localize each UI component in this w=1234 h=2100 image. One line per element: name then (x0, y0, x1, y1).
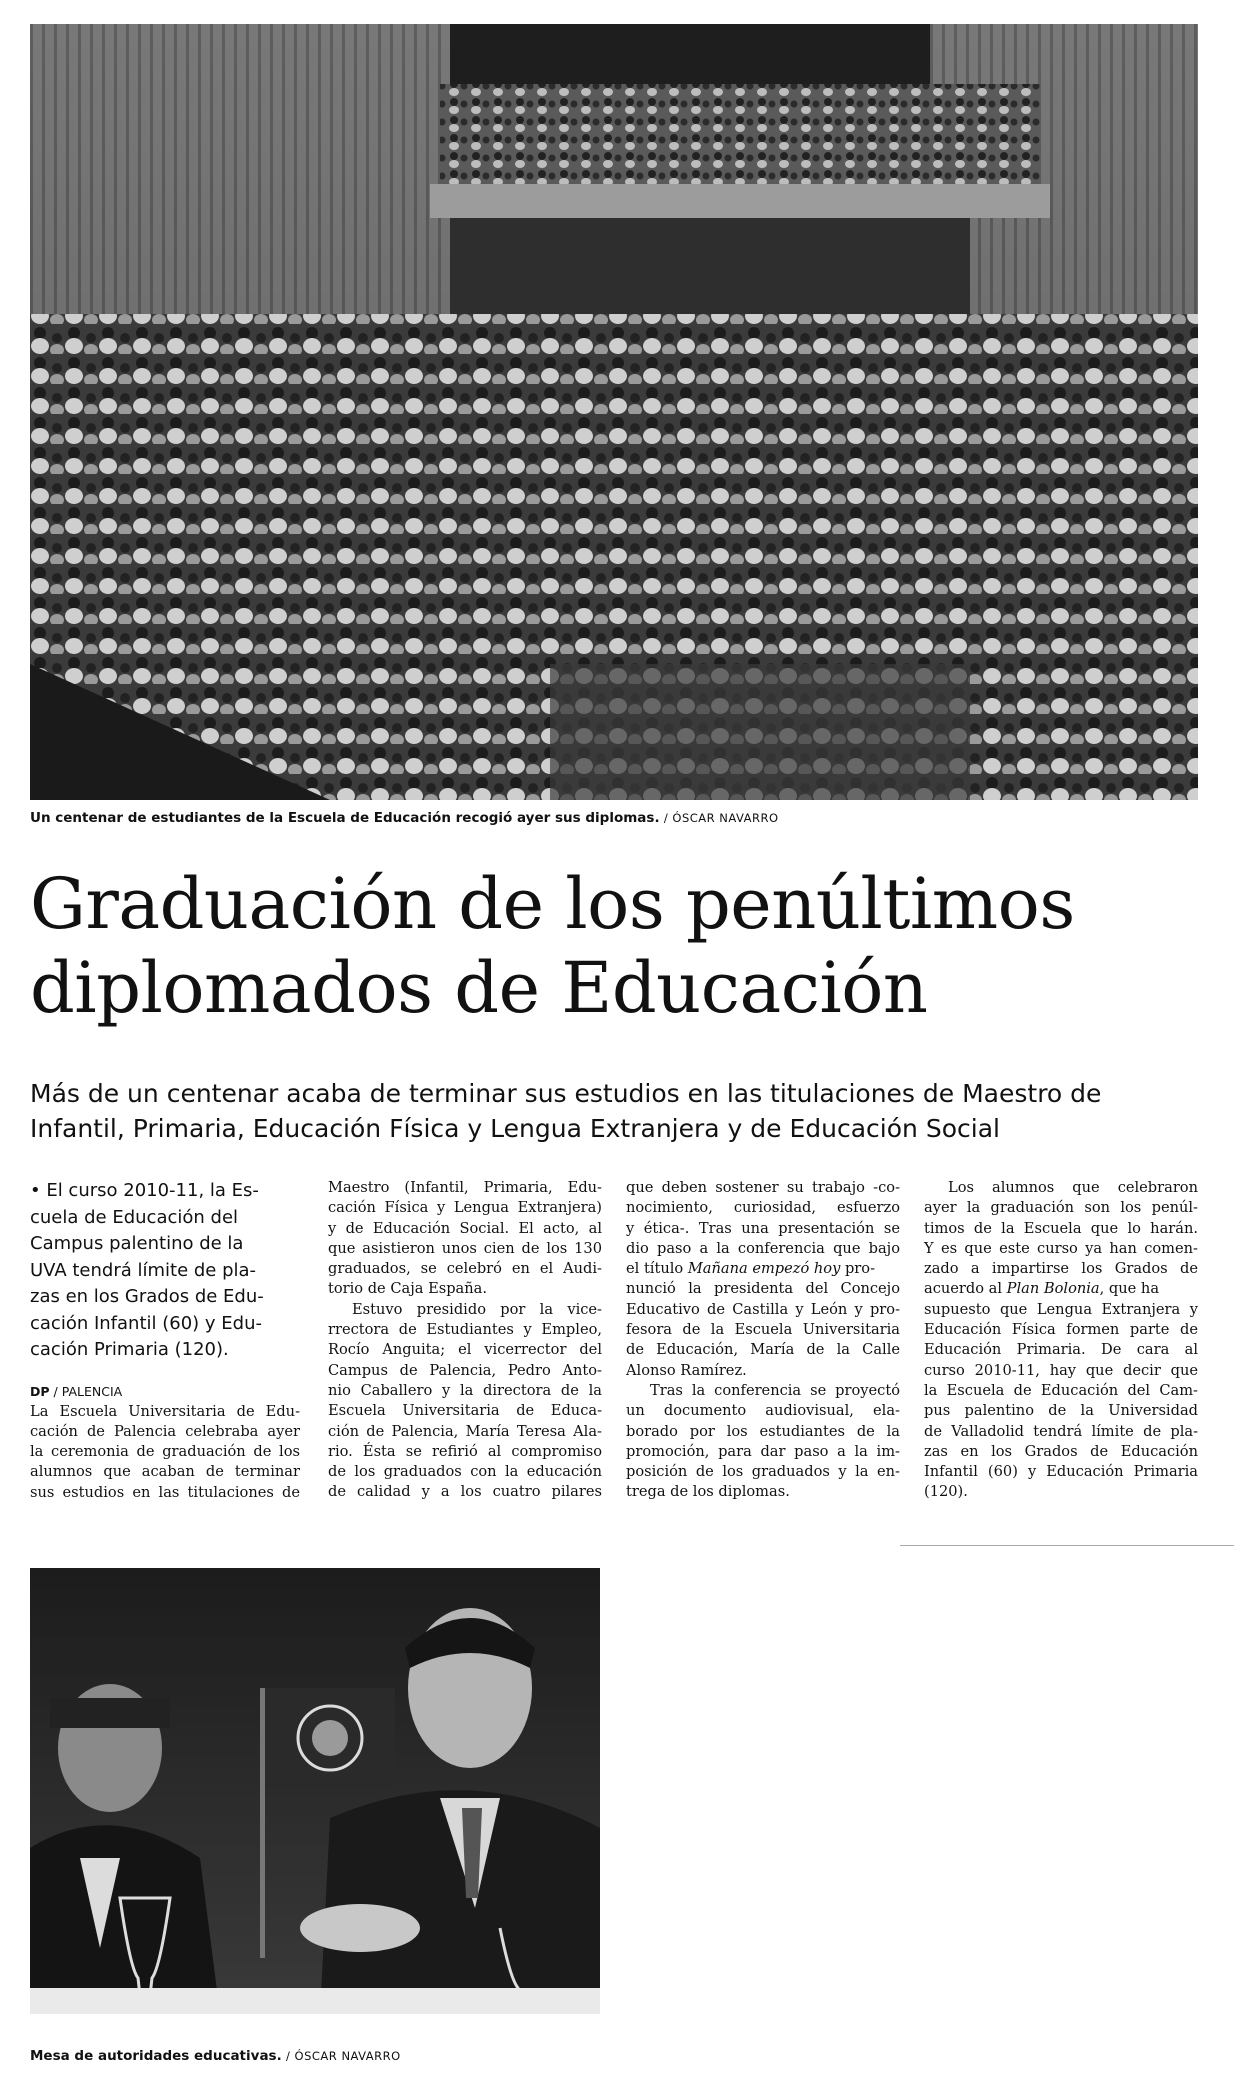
top-photo-caption (30, 810, 779, 826)
text-line: la ceremonia de graduación de los (30, 1443, 300, 1461)
text-line: Rocío Anguita; el vicerrector del (328, 1341, 602, 1359)
text-line: posición de los graduados y la en- (626, 1463, 900, 1481)
text-line: y ética-. Tras una presentación se (626, 1219, 900, 1237)
text-line: zado a impartirse los Grados de (924, 1260, 1198, 1278)
lead-summary (30, 1178, 300, 1364)
bottom-photo-credit: / ÓSCAR NAVARRO (286, 2049, 401, 2063)
headline-line-2: diplomados de Educación (30, 947, 928, 1029)
text-line: borado por los estudiantes de la (626, 1422, 900, 1440)
top-photo-caption-text: Un centenar de estudiantes de la Escuela de Educación recogió ayer sus diplomas. (30, 810, 660, 826)
text-fragment: , que ha (1099, 1280, 1160, 1298)
text-line: de Educación, María de la Calle (626, 1341, 900, 1359)
text-line: dio paso a la conferencia que bajo (626, 1239, 900, 1257)
lead-line: • El curso 2010-11, la Es- (30, 1180, 259, 1201)
bottom-photo-caption (30, 2048, 401, 2064)
text-line: promoción, para dar paso a la im- (626, 1442, 900, 1460)
text-line: supuesto que Lengua Extranjera y (924, 1300, 1198, 1318)
text-line: La Escuela Universitaria de Edu- (30, 1402, 300, 1420)
text-line: torio de Caja España. (328, 1280, 487, 1298)
text-line: un documento audiovisual, ela- (626, 1402, 900, 1420)
auditorium-crowd-image (30, 24, 1198, 800)
text-fragment: el título (626, 1260, 688, 1278)
text-line: Tras la conferencia se proyectó (650, 1381, 900, 1399)
graduation-ceremony-photo (30, 24, 1198, 800)
text-line: nocimiento, curiosidad, esfuerzo (626, 1199, 900, 1217)
body-text (30, 1402, 300, 1503)
text-line: ción de Palencia, María Teresa Ala- (328, 1422, 602, 1440)
subhead-line-2: Infantil, Primaria, Educación Física y Lengua Extranjera y de Educación Social (30, 1114, 1000, 1143)
text-line: Alonso Ramírez. (626, 1361, 747, 1379)
text-line: Educación Primaria. De cara al (924, 1341, 1198, 1359)
text-line: nunció la presidenta del Concejo (626, 1280, 900, 1298)
article-column-4 (924, 1178, 1198, 1503)
text-line: Escuela Universitaria de Educa- (328, 1402, 602, 1420)
text-line: Educación Física formen parte de (924, 1321, 1198, 1339)
lead-line: Campus palentino de la (30, 1233, 244, 1254)
authorities-image (30, 1568, 600, 2014)
text-line: Los alumnos que celebraron (948, 1179, 1198, 1196)
text-line: pus palentino de la Universidad (924, 1402, 1198, 1420)
text-line: Y es que este curso ya han comen- (924, 1239, 1198, 1257)
article-headline (30, 862, 1220, 1030)
article-column-1 (30, 1178, 300, 1503)
column-end-rule (900, 1545, 1234, 1546)
dateline-source: DP (30, 1383, 50, 1399)
text-fragment: pro- (840, 1260, 876, 1278)
dateline-place: / PALENCIA (53, 1383, 123, 1399)
text-line: Campus de Palencia, Pedro Anto- (328, 1361, 602, 1379)
text-line: Educativo de Castilla y León y pro- (626, 1300, 900, 1318)
text-line: zas en los Grados de Educación (924, 1442, 1198, 1460)
text-line: de los graduados con la educación (328, 1463, 602, 1481)
article-subheadline (30, 1076, 1220, 1146)
text-line: ayer la graduación son los penúl- (924, 1199, 1198, 1217)
top-photo-credit: / ÓSCAR NAVARRO (663, 811, 779, 825)
authorities-table-photo (30, 1568, 600, 2014)
subhead-line-1: Más de un centenar acaba de terminar sus estudios en las titulaciones de Maestro de (30, 1079, 1102, 1108)
text-line (626, 1259, 900, 1279)
text-fragment: acuerdo al (924, 1280, 1007, 1298)
text-line: graduados, se celebró en el Audi- (328, 1260, 602, 1278)
text-line: curso 2010-11, hay que decir que (924, 1361, 1198, 1379)
lead-line: UVA tendrá límite de pla- (30, 1259, 257, 1281)
text-line: rio. Ésta se refirió al compromiso (328, 1442, 602, 1460)
text-line: timos de la Escuela que lo harán. (924, 1219, 1198, 1237)
text-line: y de Educación Social. El acto, al (328, 1219, 602, 1237)
text-line: (120). (924, 1483, 968, 1501)
lead-line: zas en los Grados de Edu- (30, 1286, 264, 1307)
text-line: que deben sostener su trabajo -co- (626, 1179, 900, 1196)
text-line: la Escuela de Educación del Cam- (924, 1381, 1198, 1399)
text-line: Infantil (60) y Educación Primaria (924, 1463, 1198, 1481)
text-line: nio Caballero y la directora de la (328, 1381, 602, 1399)
text-line: fesora de la Escuela Universitaria (626, 1321, 900, 1339)
text-line: Estuvo presidido por la vice- (352, 1300, 602, 1318)
text-line: de Valladolid tendrá límite de pla- (924, 1422, 1198, 1440)
lead-line: cación Infantil (60) y Edu- (30, 1312, 262, 1334)
lead-line: cuela de Educación del (30, 1206, 239, 1228)
plan-name: Plan Bolonia (1006, 1280, 1100, 1298)
text-line: alumnos que acaban de terminar (30, 1463, 300, 1481)
text-line (924, 1279, 1198, 1299)
text-line: rrectora de Estudiantes y Empleo, (328, 1321, 602, 1339)
text-line: trega de los diplomas. (626, 1483, 790, 1501)
text-line: Maestro (Infantil, Primaria, Edu- (328, 1179, 602, 1196)
text-line: de calidad y a los cuatro pilares (328, 1483, 602, 1501)
bottom-photo-caption-text: Mesa de autoridades educativas. (30, 2048, 282, 2064)
lecture-title: Mañana empezó hoy (687, 1260, 841, 1278)
text-line: sus estudios en las titulaciones de (30, 1483, 300, 1501)
text-line: cación de Palencia celebraba ayer (30, 1422, 300, 1440)
text-line: que asistieron unos cien de los 130 (328, 1239, 602, 1257)
text-line: cación Física y Lengua Extranjera) (328, 1199, 602, 1217)
lead-line: cación Primaria (120). (30, 1339, 229, 1360)
article-column-2 (328, 1178, 602, 1503)
dateline (30, 1382, 300, 1402)
headline-line-1: Graduación de los penúltimos (30, 863, 1075, 945)
article-column-3 (626, 1178, 900, 1503)
